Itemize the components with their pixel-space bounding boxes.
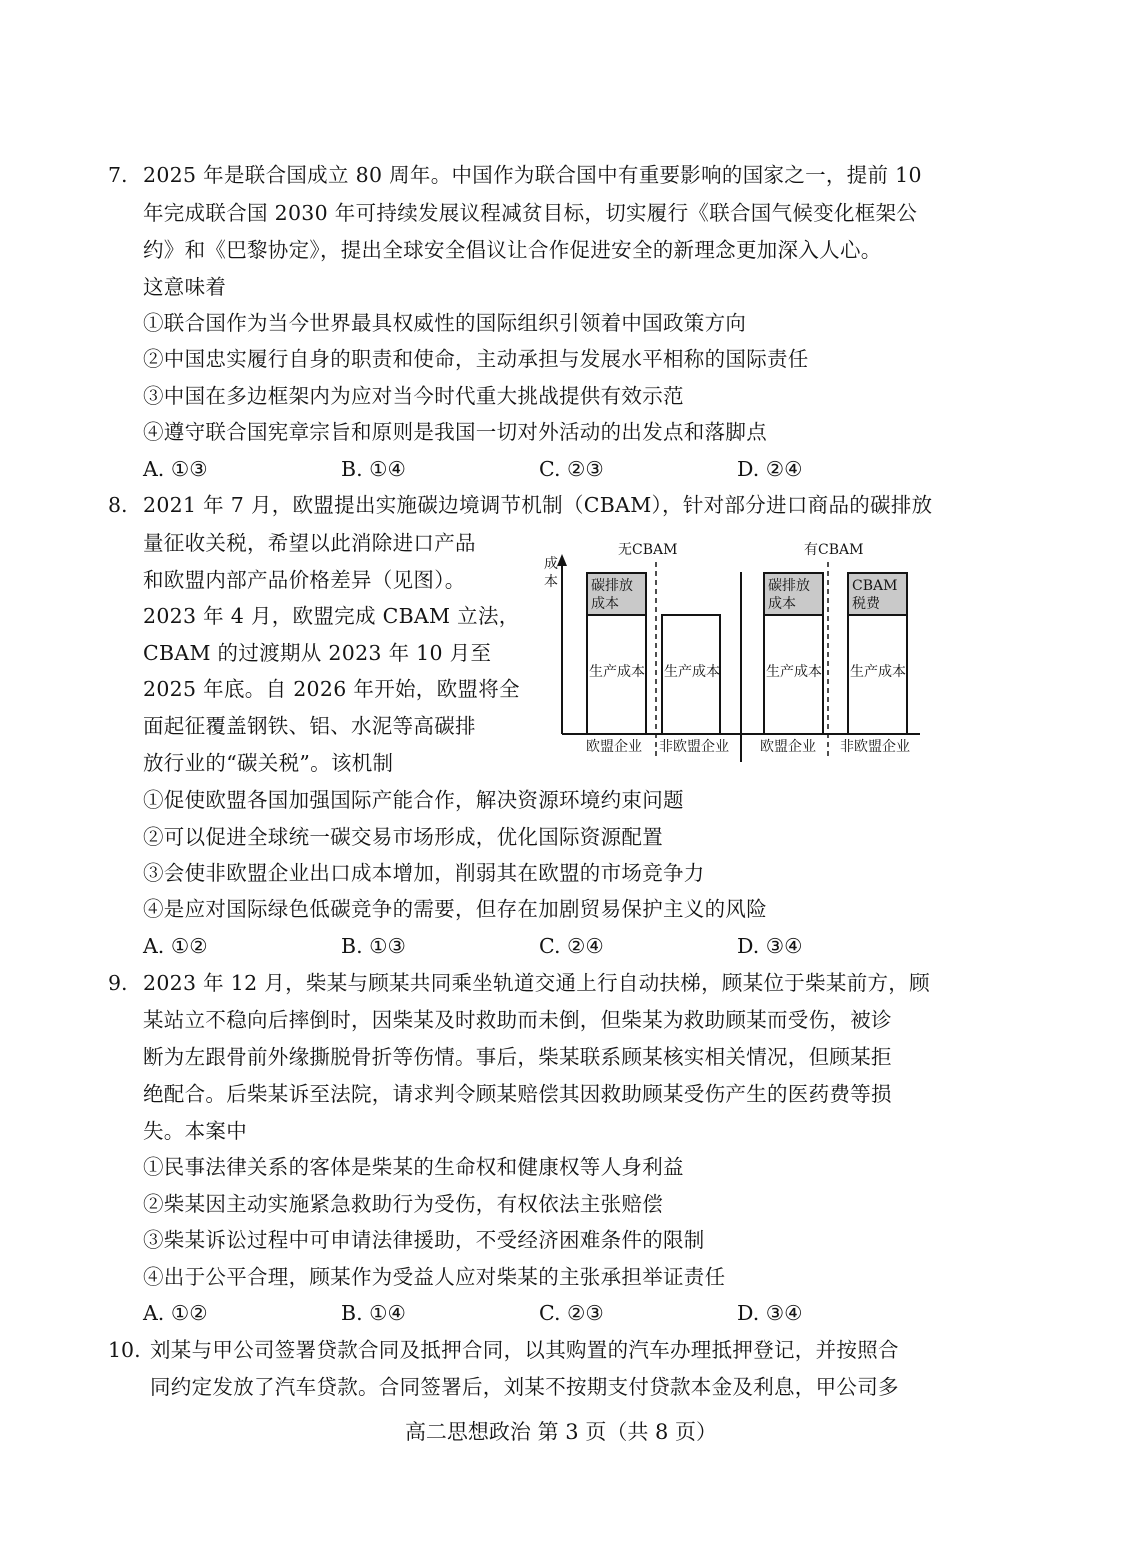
option-d[interactable]: D. ③④ — [737, 1301, 803, 1325]
question-7-statement-3: ③中国在多边框架内为应对当今时代重大挑战提供有效示范 — [143, 384, 684, 408]
y-axis-label: 本 — [544, 574, 558, 590]
question-8-statement-1: ①促使欧盟各国加强国际产能合作，解决资源环境约束问题 — [143, 788, 684, 812]
question-8-options — [143, 928, 943, 964]
label-cbam-fee: 税费 — [852, 596, 880, 612]
option-c[interactable]: C. ②③ — [539, 457, 604, 481]
question-8-statement-4: ④是应对国际绿色低碳竞争的需要，但存在加剧贸易保护主义的风险 — [143, 897, 767, 921]
question-7-number: 7. — [108, 163, 128, 187]
question-10-number: 10. — [108, 1338, 141, 1362]
question-9-stem-line: 某站立不稳向后摔倒时，因柴某及时救助而未倒，但柴某为救助顾某而受伤，被诊 — [143, 1008, 892, 1032]
label-carbon-cost: 碳排放 — [768, 578, 810, 594]
option-a[interactable]: A. ①② — [143, 1301, 208, 1325]
x-label-non-eu-firm: 非欧盟企业 — [659, 739, 729, 755]
question-8-number: 8. — [108, 493, 128, 517]
cbam-diagram-svg — [530, 532, 930, 768]
label-production-cost: 生产成本 — [589, 664, 645, 680]
question-9-stem-line: 2023 年 12 月，柴某与顾某共同乘坐轨道交通上行自动扶梯，顾某位于柴某前方，顾 — [143, 971, 930, 995]
x-label-eu-firm: 欧盟企业 — [760, 739, 816, 755]
question-8-statement-2: ②可以促进全球统一碳交易市场形成，优化国际资源配置 — [143, 825, 663, 849]
option-c[interactable]: C. ②④ — [539, 934, 604, 958]
panel-title-no-cbam: 无CBAM — [618, 542, 678, 558]
question-7-statement-2: ②中国忠实履行自身的职责和使命，主动承担与发展水平相称的国际责任 — [143, 347, 809, 371]
option-d[interactable]: D. ③④ — [737, 934, 803, 958]
question-9-statement-4: ④出于公平合理，顾某作为受益人应对柴某的主张承担举证责任 — [143, 1265, 726, 1289]
question-7-stem-line: 约》和《巴黎协定》，提出全球安全倡议让合作促进安全的新理念更加深入人心。 — [143, 238, 882, 262]
label-production-cost: 生产成本 — [664, 664, 720, 680]
option-b[interactable]: B. ①③ — [341, 934, 406, 958]
question-9-stem-line: 断为左跟骨前外缘撕脱骨折等伤情。事后，柴某联系顾某核实相关情况，但顾某拒 — [143, 1045, 892, 1069]
y-axis-arrow — [557, 554, 567, 566]
label-carbon-cost: 成本 — [591, 596, 619, 612]
question-10-stem-line: 同约定发放了汽车贷款。合同签署后，刘某不按期支付贷款本金及利息，甲公司多 — [150, 1375, 899, 1399]
label-carbon-cost: 成本 — [768, 596, 796, 612]
y-axis-label: 成 — [544, 556, 558, 572]
question-9-stem-line: 绝配合。后柴某诉至法院，请求判令顾某赔偿其因救助顾某受伤产生的医药费等损 — [143, 1082, 892, 1106]
question-7-stem-line: 年完成联合国 2030 年可持续发展议程减贫目标，切实履行《联合国气候变化框架公 — [143, 201, 918, 225]
question-10-stem-line: 刘某与甲公司签署贷款合同及抵押合同，以其购置的汽车办理抵押登记，并按照合 — [150, 1338, 899, 1362]
option-a[interactable]: A. ①② — [143, 934, 208, 958]
option-c[interactable]: C. ②③ — [539, 1301, 604, 1325]
question-7-stem-line: 2025 年是联合国成立 80 周年。中国作为联合国中有重要影响的国家之一，提前 10 — [143, 163, 922, 187]
label-production-cost: 生产成本 — [850, 664, 906, 680]
page-footer: 高二思想政治 第 3 页（共 8 页） — [404, 1420, 718, 1444]
question-7-statement-1: ①联合国作为当今世界最具权威性的国际组织引领着中国政策方向 — [143, 311, 747, 335]
option-b[interactable]: B. ①④ — [341, 457, 406, 481]
question-8-stem-line: 2021 年 7 月，欧盟提出实施碳边境调节机制（CBAM），针对部分进口商品的碳排放 — [143, 493, 933, 517]
cbam-cost-diagram — [530, 532, 930, 768]
label-production-cost: 生产成本 — [766, 664, 822, 680]
question-8-statement-3: ③会使非欧盟企业出口成本增加，削弱其在欧盟的市场竞争力 — [143, 861, 705, 885]
question-7-options — [143, 451, 943, 487]
question-7-statement-4: ④遵守联合国宪章宗旨和原则是我国一切对外活动的出发点和落脚点 — [143, 420, 767, 444]
label-carbon-cost: 碳排放 — [591, 578, 633, 594]
question-9-stem-line: 失。本案中 — [143, 1119, 247, 1143]
option-d[interactable]: D. ②④ — [737, 457, 803, 481]
question-9-statement-3: ③柴某诉讼过程中可申请法律援助，不受经济困难条件的限制 — [143, 1228, 705, 1252]
question-9-options — [143, 1295, 943, 1331]
option-a[interactable]: A. ①③ — [143, 457, 208, 481]
question-8-stem-line: 2023 年 4 月，欧盟完成 CBAM 立法， — [143, 604, 520, 628]
question-8-stem-line: 量征收关税，希望以此消除进口产品 — [143, 531, 476, 555]
panel-title-with-cbam: 有CBAM — [804, 542, 864, 558]
question-7-stem-line: 这意味着 — [143, 275, 227, 299]
question-9-number: 9. — [108, 971, 128, 995]
question-9-statement-2: ②柴某因主动实施紧急救助行为受伤，有权依法主张赔偿 — [143, 1192, 663, 1216]
question-8-stem-line: 放行业的“碳关税”。该机制 — [143, 751, 394, 775]
question-8-stem-line: 面起征覆盖钢铁、铝、水泥等高碳排 — [143, 714, 476, 738]
question-8-stem-line: 和欧盟内部产品价格差异（见图）。 — [143, 568, 466, 592]
label-cbam-fee: CBAM — [852, 578, 898, 594]
x-label-non-eu-firm: 非欧盟企业 — [840, 739, 910, 755]
question-9-statement-1: ①民事法律关系的客体是柴某的生命权和健康权等人身利益 — [143, 1155, 684, 1179]
option-b[interactable]: B. ①④ — [341, 1301, 406, 1325]
question-8-stem-line: CBAM 的过渡期从 2023 年 10 月至 — [143, 641, 492, 665]
x-label-eu-firm: 欧盟企业 — [586, 739, 642, 755]
question-8-stem-line: 2025 年底。自 2026 年开始，欧盟将全 — [143, 677, 520, 701]
